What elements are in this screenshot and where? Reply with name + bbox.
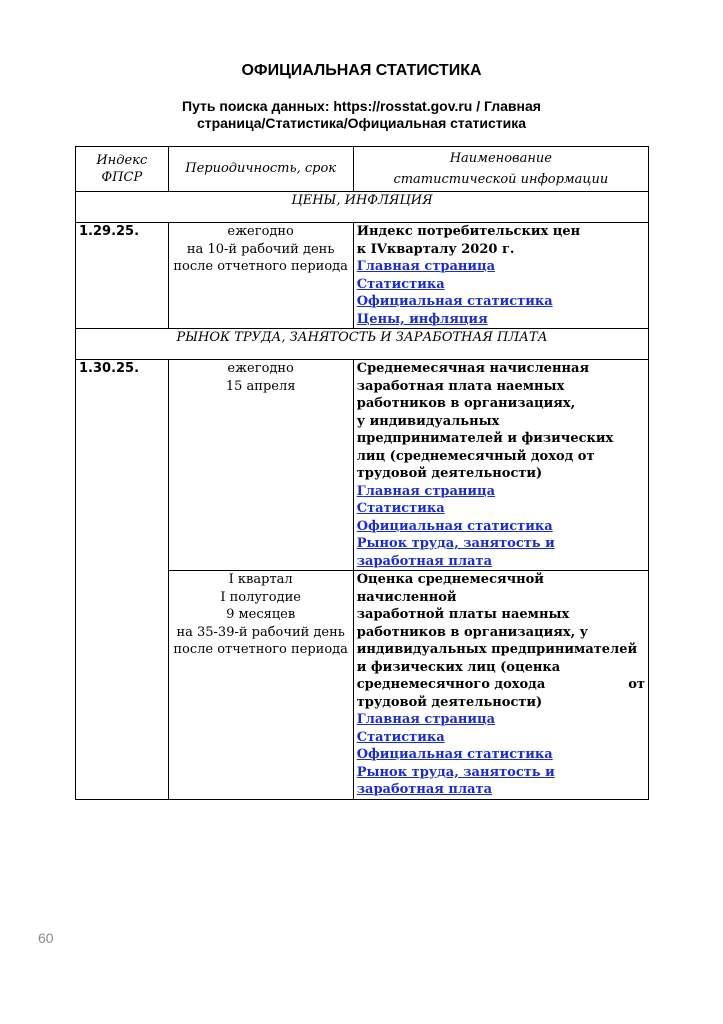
link-official-statistics[interactable]: Официальная статистика (356, 518, 553, 534)
table-row (76, 223, 649, 329)
search-path (0, 98, 723, 132)
link-main-page[interactable]: Главная страница (356, 259, 496, 274)
search-path-suffix: / Главная (472, 98, 541, 114)
row-periodicity: I квартал I полугодие 9 месяцев на 35-39-й рабочий день после отчетного периода (168, 571, 353, 800)
table-row (76, 360, 649, 571)
header-periodicity: Периодичность, срок (168, 147, 353, 192)
link-official-statistics[interactable]: Официальная статистика (356, 294, 553, 309)
row-periodicity: ежегодно на 10-й рабочий день после отчетного периода (168, 223, 353, 329)
search-path-url[interactable]: https://rosstat.gov.ru (333, 98, 473, 114)
row-index: 1.30.25. (76, 360, 169, 800)
statistics-table (75, 146, 649, 800)
page-number: 60 (38, 930, 54, 946)
header-index: Индекс ФПСР (76, 147, 169, 192)
row-index: 1.29.25. (76, 223, 169, 329)
link-statistics[interactable]: Статистика (356, 729, 445, 745)
search-path-prefix: Путь поиска данных: (182, 98, 334, 114)
link-official-statistics[interactable]: Официальная статистика (356, 747, 553, 762)
header-name: Наименование статистической информации (353, 147, 648, 192)
info-split-line: среднемесячного дохода от (356, 677, 645, 692)
section-row-prices (76, 192, 649, 223)
link-main-page[interactable]: Главная страница (356, 483, 496, 499)
section-row-labor (76, 329, 649, 360)
link-labor-market[interactable]: Рынок труда, занятость и заработная плата (356, 764, 555, 797)
table-header-row (76, 147, 649, 192)
search-path-line2: страница/Статистика/Официальная статистика (196, 115, 527, 131)
row-info: Среднемесячная начисленная заработная плата наемных работников в организациях, у индивидуальных предпринимателей и физических лиц (среднемесячный доход от трудовой деятельности) Главная страница Статистика Официальная статистика Рынок труда, занятость и заработная плата (353, 360, 648, 571)
link-main-page[interactable]: Главная страница (356, 712, 496, 727)
row-info: Оценка среднемесячной начисленной заработной платы наемных работников в организациях, у индивидуальных предпринимателей и физических лиц (оценка среднемесячного дохода от трудовой деятельности) Главная страница Статистика Официальная статистика Рынок труда, занятость и заработная плата (353, 571, 648, 800)
section-title: ЦЕНЫ, ИНФЛЯЦИЯ (76, 192, 649, 223)
link-prices-inflation[interactable]: Цены, инфляция (356, 311, 488, 327)
link-statistics[interactable]: Статистика (356, 501, 445, 516)
row-periodicity: ежегодно 15 апреля (168, 360, 353, 571)
row-info: Индекс потребительских цен к IVкварталу 2020 г. Главная страница Статистика Официальная статистика Цены, инфляция (353, 223, 648, 329)
page-title: ОФИЦИАЛЬНАЯ СТАТИСТИКА (241, 62, 482, 79)
link-statistics[interactable]: Статистика (356, 276, 445, 292)
search-path-line1 (0, 98, 723, 115)
link-labor-market[interactable]: Рынок труда, занятость и заработная плата (356, 536, 555, 569)
section-title: РЫНОК ТРУДА, ЗАНЯТОСТЬ И ЗАРАБОТНАЯ ПЛАТА (76, 329, 649, 360)
